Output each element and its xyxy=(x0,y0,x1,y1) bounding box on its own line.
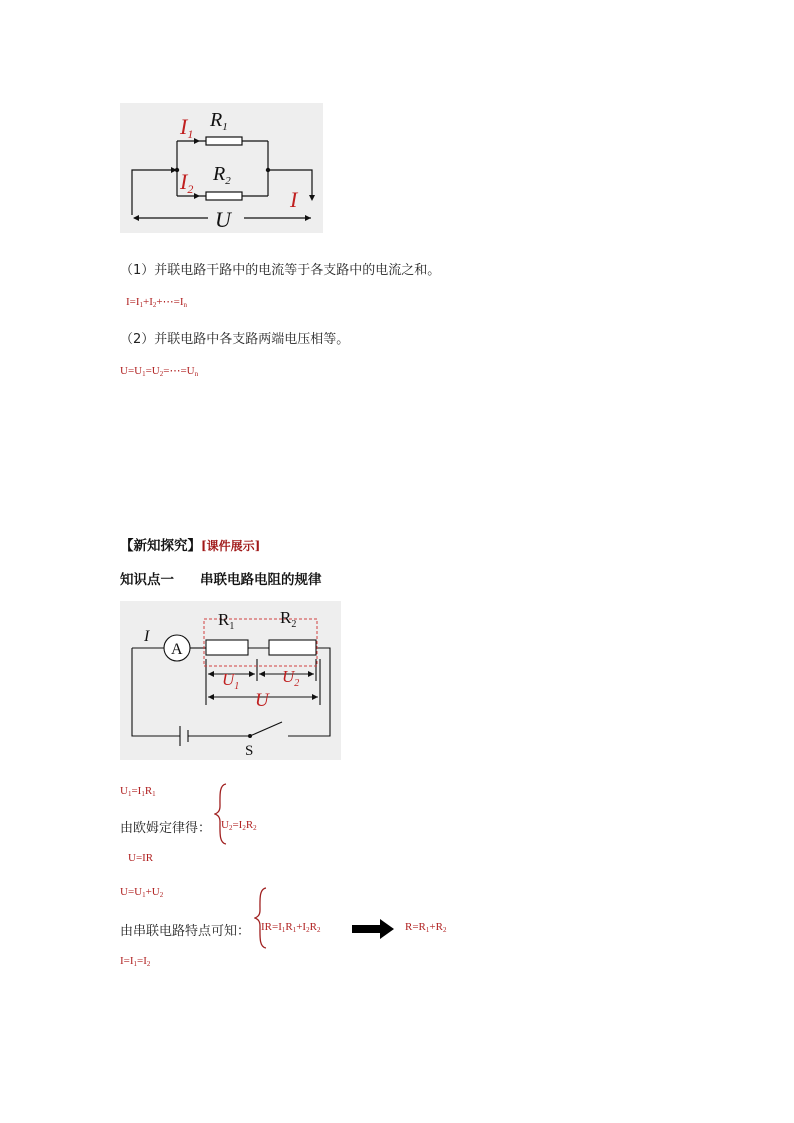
knowledge-point-title: 知识点一 串联电路电阻的规律 xyxy=(120,572,322,588)
ohm-eq2: $U_2=I_2R_2$ xyxy=(221,819,257,832)
label-r1: $R_1$ xyxy=(218,610,235,632)
junction-right xyxy=(266,168,270,172)
series-eq2: $IR=I_1R_1+I_2R_2$ xyxy=(261,921,321,934)
label-i2: I2 xyxy=(180,169,194,196)
arrow-main-out xyxy=(309,195,315,201)
arrow-u1-left xyxy=(208,671,214,677)
ohm-eq3: U=IR xyxy=(128,852,154,864)
courseware-tag: [课件展示] xyxy=(201,539,261,553)
switch-pivot xyxy=(248,734,252,738)
right-arrow-icon xyxy=(352,919,394,939)
junction-left xyxy=(175,168,179,172)
arrow-u1-right xyxy=(249,671,255,677)
parallel-current-rule: （1）并联电路干路中的电流等于各支路中的电流之和。 xyxy=(120,263,441,278)
label-i: I xyxy=(290,187,298,212)
series-eq1: $U=U_1+U_2$ xyxy=(120,886,164,899)
series-brace-icon xyxy=(254,886,268,950)
label-r2: $R_2$ xyxy=(213,163,231,187)
resistor-r1 xyxy=(206,640,248,655)
parallel-voltage-rule: （2）并联电路中各支路两端电压相等。 xyxy=(120,332,350,347)
series-result: $R=R_1+R_2$ xyxy=(405,921,447,934)
label-u: U xyxy=(215,207,231,232)
arrow-u-left xyxy=(208,694,214,700)
series-lead: 由串联电路特点可知： xyxy=(120,924,251,939)
label-u1: $U_1$ xyxy=(222,670,240,692)
parallel-circuit-figure xyxy=(120,103,323,233)
label-u2: $U_2$ xyxy=(282,667,300,689)
ohm-lead: 由欧姆定律得： xyxy=(120,821,212,836)
arrow-u-right xyxy=(305,215,311,221)
series-eq3: $I=I_1=I_2$ xyxy=(120,955,151,968)
arrow-u2-left xyxy=(259,671,265,677)
series-circuit-svg xyxy=(120,601,341,760)
resistor-r1 xyxy=(206,137,242,145)
label-ammeter: A xyxy=(171,641,183,658)
arrow-branch1 xyxy=(194,138,200,144)
label-i1: I1 xyxy=(180,114,194,141)
resistor-r2 xyxy=(269,640,316,655)
arrow-u-left xyxy=(133,215,139,221)
label-i: I xyxy=(144,628,150,645)
resistor-r2 xyxy=(206,192,242,200)
series-circuit-figure xyxy=(120,601,341,760)
section-heading: 【新知探究】[课件展示] xyxy=(120,538,261,554)
ohm-brace-icon xyxy=(214,782,228,846)
label-r2: $R_2$ xyxy=(280,608,297,630)
label-u: U xyxy=(255,690,269,711)
arrow-u-right xyxy=(312,694,318,700)
parallel-circuit-svg xyxy=(120,103,323,233)
parallel-voltage-formula: $U=U_1=U_2=\cdots=U_n$ xyxy=(120,365,199,378)
arrow-u2-right xyxy=(308,671,314,677)
arrow-branch2 xyxy=(194,193,200,199)
ohm-eq1: $U_1=I_1R_1$ xyxy=(120,785,156,798)
label-r1: $R_1$ xyxy=(210,109,228,133)
parallel-current-formula: $I=I_1+I_2+\cdots=I_n$ xyxy=(126,296,187,309)
label-switch: S xyxy=(245,743,254,759)
